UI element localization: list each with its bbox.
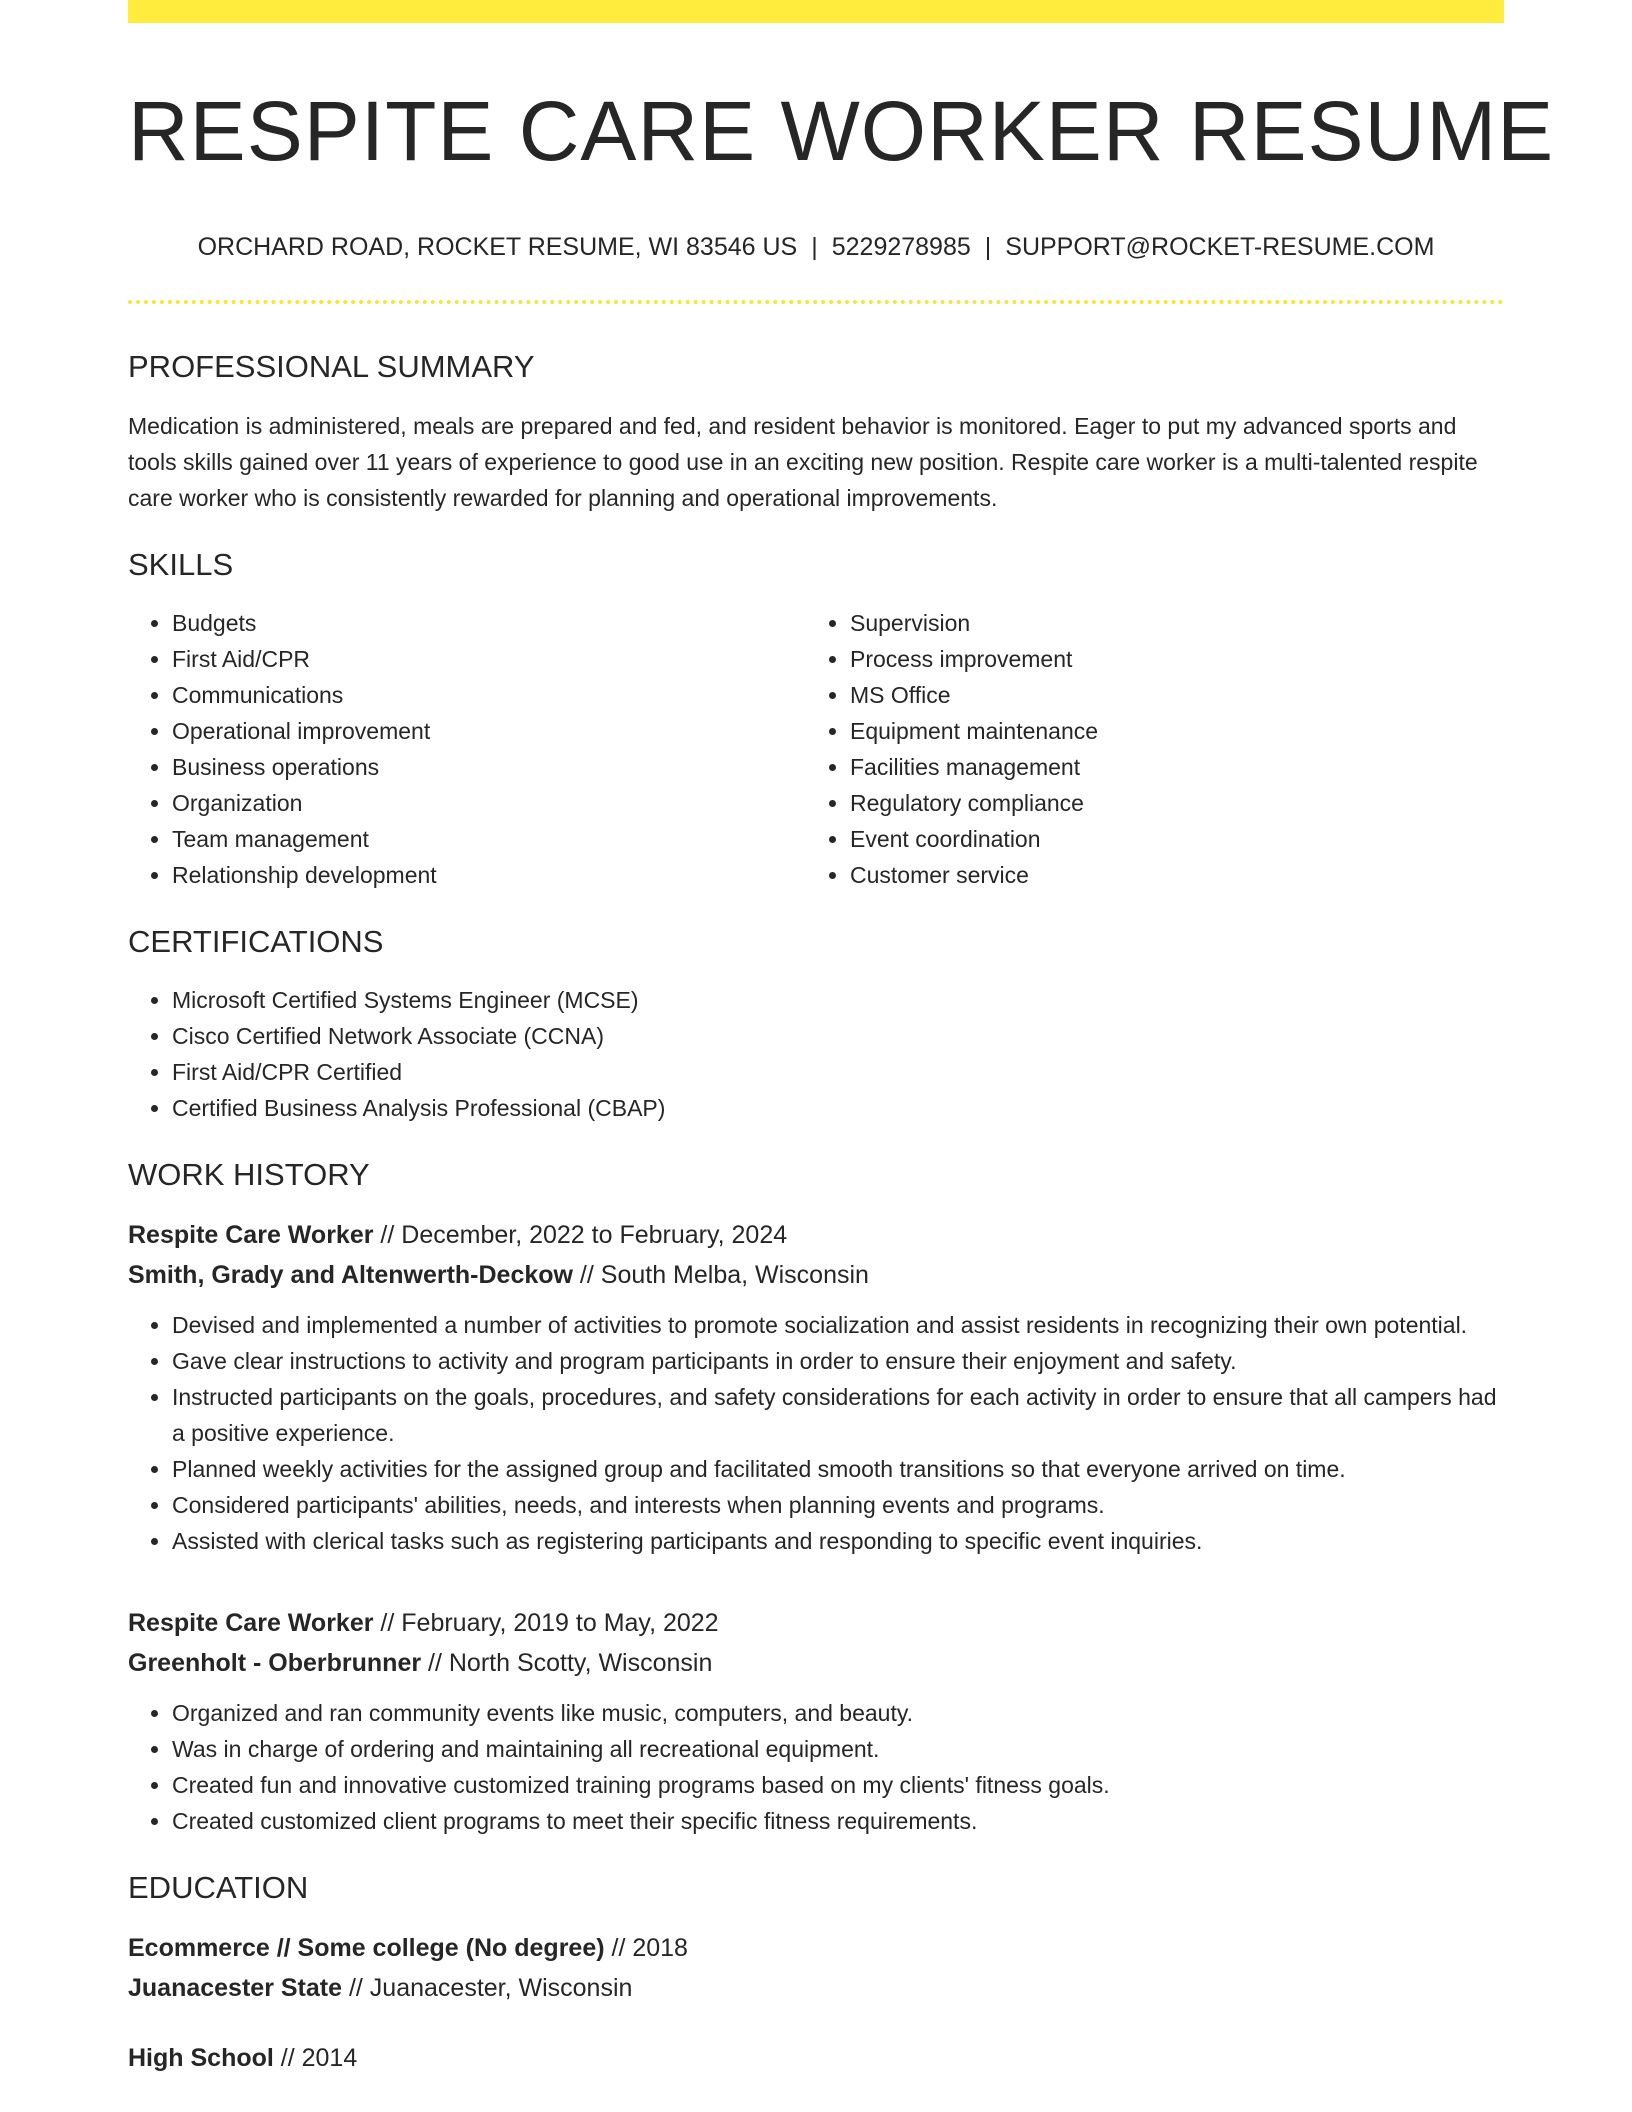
job-bullet: • Devised and implemented a number of activities to promote socialization and assist residents in recognizing their own potential. bbox=[172, 1307, 1504, 1343]
job-company-line bbox=[128, 1255, 1504, 1295]
job-bullet: • Assisted with clerical tasks such as registering participants and responding to specific event inquiries. bbox=[172, 1523, 1504, 1559]
skill-item: • Facilities management bbox=[850, 749, 1484, 785]
skills-column-right bbox=[806, 605, 1484, 893]
contact-email: SUPPORT@ROCKET-RESUME.COM bbox=[1005, 233, 1435, 262]
skill-item: • Budgets bbox=[172, 605, 806, 641]
skill-item: • Team management bbox=[172, 821, 806, 857]
job-title: Respite Care Worker bbox=[128, 1609, 374, 1638]
skill-item: • Customer service bbox=[850, 857, 1484, 893]
job-title-line bbox=[128, 1215, 1504, 1255]
skill-item: • Regulatory compliance bbox=[850, 785, 1484, 821]
education-school-line bbox=[128, 1968, 1504, 2008]
education-degree-line bbox=[128, 2038, 1504, 2078]
job-bullet: • Organized and ran community events like music, computers, and beauty. bbox=[172, 1695, 1504, 1731]
job-bullets bbox=[128, 1695, 1504, 1839]
certification-item: • Certified Business Analysis Professional (CBAP) bbox=[172, 1090, 1504, 1126]
job-bullets bbox=[128, 1307, 1504, 1559]
job-bullet: • Created customized client programs to meet their specific fitness requirements. bbox=[172, 1803, 1504, 1839]
education-year: // 2014 bbox=[273, 2044, 358, 2073]
education-degree: High School bbox=[128, 2044, 274, 2073]
education-year: // 2018 bbox=[604, 1934, 688, 1963]
education-location: // Juanacester, Wisconsin bbox=[342, 1974, 633, 2003]
skills-heading: SKILLS bbox=[128, 546, 234, 582]
education-degree-line bbox=[128, 1928, 1504, 1968]
education-degree: Ecommerce // Some college (No degree) bbox=[128, 1934, 605, 1963]
certifications-heading: CERTIFICATIONS bbox=[128, 923, 384, 959]
accent-top-bar bbox=[128, 0, 1504, 23]
certifications-list bbox=[128, 982, 1504, 1126]
job-location: // North Scotty, Wisconsin bbox=[421, 1649, 713, 1678]
education-entry bbox=[128, 1928, 1504, 2008]
header-divider bbox=[128, 300, 1504, 304]
resume-title: RESPITE CARE WORKER RESUME bbox=[128, 84, 1555, 178]
skill-item: • Equipment maintenance bbox=[850, 713, 1484, 749]
job-bullet: • Was in charge of ordering and maintaining all recreational equipment. bbox=[172, 1731, 1504, 1767]
skill-item: • Communications bbox=[172, 677, 806, 713]
skill-item: • Process improvement bbox=[850, 641, 1484, 677]
job-company: Greenholt - Oberbrunner bbox=[128, 1649, 422, 1678]
job-entry bbox=[128, 1215, 1504, 1559]
skill-item: • First Aid/CPR bbox=[172, 641, 806, 677]
contact-address: ORCHARD ROAD, ROCKET RESUME, WI 83546 US bbox=[197, 233, 798, 262]
certification-item: • Cisco Certified Network Associate (CCNA) bbox=[172, 1018, 1504, 1054]
skill-item: • MS Office bbox=[850, 677, 1484, 713]
job-location: // South Melba, Wisconsin bbox=[572, 1261, 869, 1290]
work-history-heading: WORK HISTORY bbox=[128, 1156, 370, 1192]
job-company-line bbox=[128, 1643, 1504, 1683]
contact-phone: 5229278985 bbox=[831, 233, 971, 262]
job-title-line bbox=[128, 1603, 1504, 1643]
skill-item: • Business operations bbox=[172, 749, 806, 785]
education-entry bbox=[128, 2038, 1504, 2078]
job-company: Smith, Grady and Altenwerth-Deckow bbox=[128, 1261, 573, 1290]
skills-grid bbox=[128, 605, 1504, 893]
contact-separator: | bbox=[811, 233, 818, 262]
certification-item: • Microsoft Certified Systems Engineer (MCSE) bbox=[172, 982, 1504, 1018]
job-bullet: • Created fun and innovative customized training programs based on my clients' fitness goals. bbox=[172, 1767, 1504, 1803]
certification-item: • First Aid/CPR Certified bbox=[172, 1054, 1504, 1090]
summary-text: Medication is administered, meals are prepared and fed, and resident behavior is monitored. Eager to put my advanced sports and tools skills gained over 11 years of experience to good use in an exciting new position. Respite care worker is a multi-talented respite care worker who is consistently rewarded for planning and operational improvements. bbox=[128, 412, 1478, 511]
job-bullet: • Gave clear instructions to activity and program participants in order to ensure their enjoyment and safety. bbox=[172, 1343, 1504, 1379]
job-entry bbox=[128, 1603, 1504, 1839]
job-bullet: • Planned weekly activities for the assigned group and facilitated smooth transitions so that everyone arrived on time. bbox=[172, 1451, 1504, 1487]
education-school: Juanacester State bbox=[128, 1974, 343, 2003]
skills-column-left bbox=[128, 605, 806, 893]
job-bullet: • Considered participants' abilities, needs, and interests when planning events and programs. bbox=[172, 1487, 1504, 1523]
job-bullet: • Instructed participants on the goals, procedures, and safety considerations for each activity in order to ensure that all campers had a positive experience. bbox=[172, 1379, 1504, 1451]
skill-item: • Operational improvement bbox=[172, 713, 806, 749]
job-dates: // February, 2019 to May, 2022 bbox=[373, 1609, 719, 1638]
education-heading: EDUCATION bbox=[128, 1870, 309, 1906]
contact-line bbox=[128, 233, 1504, 262]
resume-page bbox=[128, 0, 1555, 2078]
contact-separator: | bbox=[984, 233, 992, 262]
summary-heading: PROFESSIONAL SUMMARY bbox=[128, 349, 535, 385]
job-dates: // December, 2022 to February, 2024 bbox=[373, 1221, 788, 1250]
skill-item: • Organization bbox=[172, 785, 806, 821]
job-title: Respite Care Worker bbox=[128, 1221, 374, 1250]
skill-item: • Event coordination bbox=[850, 821, 1484, 857]
skill-item: • Relationship development bbox=[172, 857, 806, 893]
skill-item: • Supervision bbox=[850, 605, 1484, 641]
